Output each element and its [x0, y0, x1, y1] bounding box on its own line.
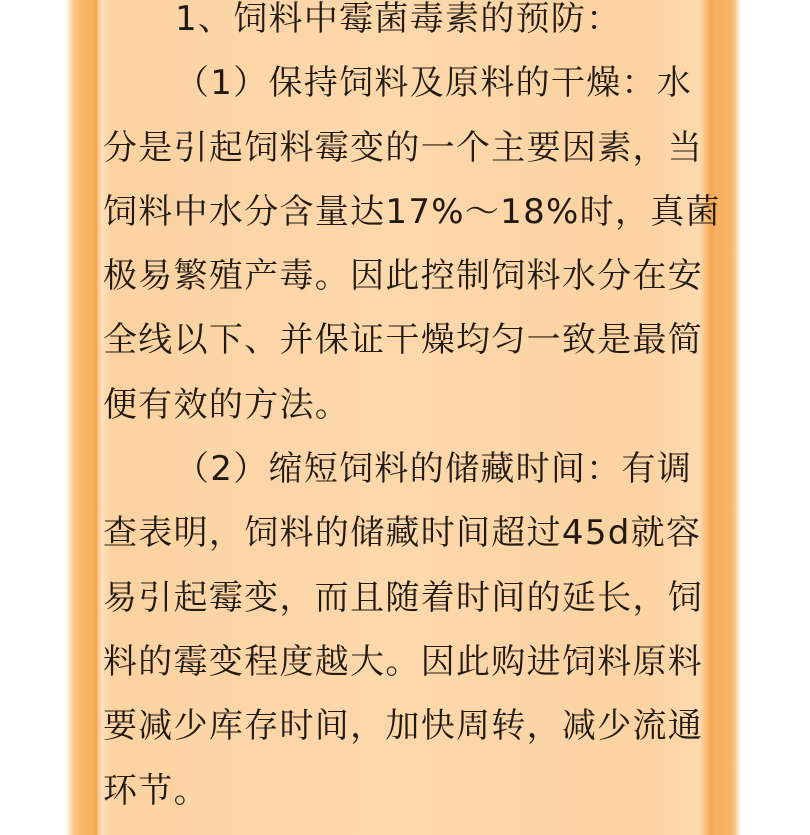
text-line: 易引起霉变，而且随着时间的延长，饲	[103, 577, 704, 618]
text-line: 查表明，饲料的储藏时间超过45d就容	[103, 513, 702, 554]
text-line: 要减少库存时间，加快周转，减少流通	[103, 706, 704, 747]
text-line: 饲料中水分含量达17%～18%时，真菌	[103, 191, 721, 232]
text-line-heading: 1、饲料中霉菌毒素的预防：	[175, 0, 622, 39]
text-line: 极易繁殖产毒。因此控制饲料水分在安	[103, 256, 704, 297]
article-text-block	[103, 0, 721, 823]
text-line: 全线以下、并保证干燥均匀一致是最简	[103, 320, 704, 361]
text-line: 分是引起饲料霉变的一个主要因素，当	[103, 127, 704, 168]
text-line: 料的霉变程度越大。因此购进饲料原料	[103, 641, 704, 682]
text-line: 环节。	[103, 770, 209, 811]
text-line: 便有效的方法。	[103, 384, 351, 425]
text-line: （1）保持饲料及原料的干燥：水	[175, 63, 693, 104]
text-line: （2）缩短饲料的储藏时间：有调	[175, 449, 693, 490]
